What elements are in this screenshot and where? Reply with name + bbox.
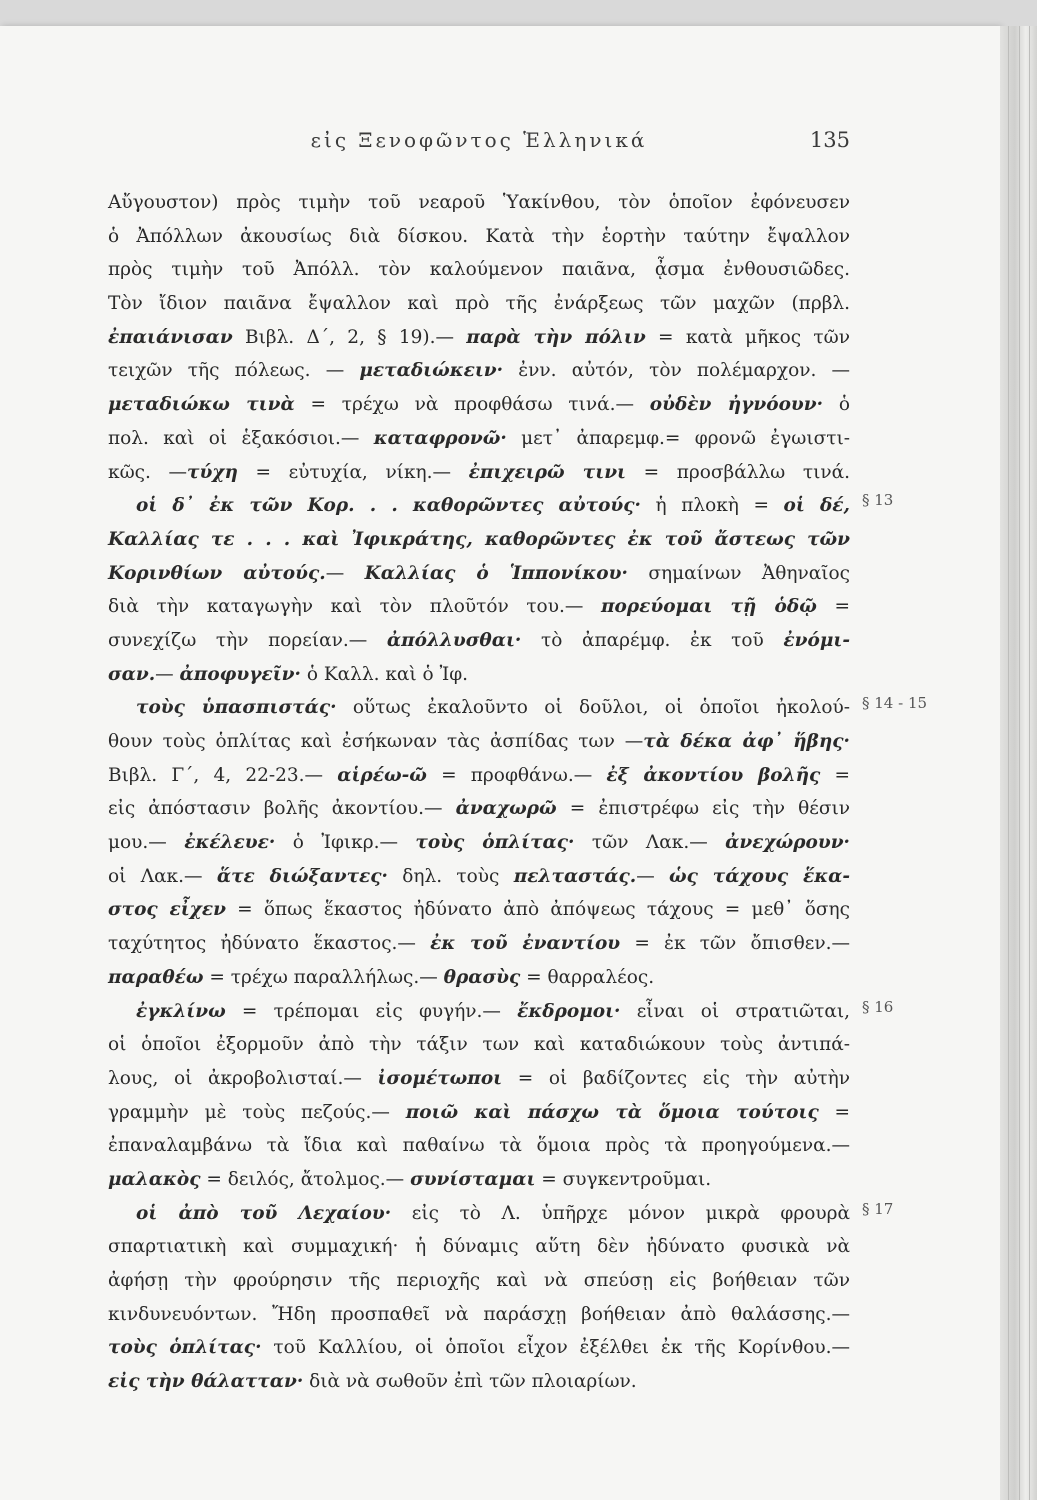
gloss-text: εἰς ἀπόστασιν βολῆς ἀκοντίου.— bbox=[108, 798, 456, 820]
text-line bbox=[108, 1129, 850, 1163]
text-line bbox=[108, 186, 850, 220]
gloss-text: = συγκεντροῦμαι. bbox=[535, 1168, 712, 1190]
lemma: τὰ δέκα ἀφ᾿ ἥβης· bbox=[643, 731, 850, 752]
text-line bbox=[108, 1028, 850, 1062]
text-line bbox=[108, 893, 850, 927]
lemma: συνίσταμαι bbox=[410, 1168, 536, 1190]
text-line bbox=[108, 1264, 850, 1298]
text-line bbox=[108, 1298, 850, 1332]
gloss-text: μου.— bbox=[108, 832, 185, 854]
lemma: ἐνόμι- bbox=[783, 629, 850, 651]
lemma: Καλλίας τε . . . καὶ Ἰφικράτης, καθορῶντες ἐκ τοῦ ἄστεως τῶν bbox=[108, 528, 850, 550]
lemma: ἅτε διώξαντες· bbox=[216, 865, 388, 887]
text-line bbox=[108, 489, 850, 523]
lemma: στος εἶχεν bbox=[108, 899, 226, 921]
lemma: τοὺς ὑπασπιστάς· bbox=[136, 697, 337, 719]
gloss-text: = bbox=[818, 1101, 850, 1123]
lemma: ἔκδρομοι· bbox=[517, 1000, 621, 1022]
text-line bbox=[108, 826, 850, 860]
text-line bbox=[108, 792, 850, 826]
text-line bbox=[108, 253, 850, 287]
lemma: Καλλίας ὁ Ἱππονίκου· bbox=[364, 562, 628, 584]
gloss-text: ἡ πλοκὴ = bbox=[640, 495, 784, 517]
lemma: ἐπιχειρῶ τινι bbox=[468, 461, 626, 483]
gloss-text: — bbox=[325, 562, 365, 584]
gloss-text: = εὐτυχία, νίκη.— bbox=[237, 461, 469, 483]
text-line bbox=[108, 287, 850, 321]
text-line bbox=[108, 759, 850, 793]
gloss-text: = οἱ βαδίζοντες εἰς τὴν αὐτὴν bbox=[502, 1067, 850, 1089]
section-marker-13: § 13 bbox=[862, 491, 894, 509]
gloss-text: συνεχίζω τὴν πορείαν.— bbox=[108, 629, 387, 651]
lemma: παρὰ τὴν πόλιν bbox=[466, 326, 646, 348]
text-line bbox=[108, 590, 850, 624]
lemma: τύχη bbox=[187, 461, 238, 483]
lemma: οἱ ἀπὸ τοῦ Λεχαίου· bbox=[136, 1202, 392, 1224]
running-header bbox=[108, 128, 850, 158]
gloss-text: ἐνν. αὐτόν, τὸν πολέμαρχον. — bbox=[503, 360, 850, 382]
gloss-text: = ἐκ τῶν ὄπισθεν.— bbox=[620, 933, 850, 955]
page-edge-line bbox=[1008, 26, 1009, 1500]
gloss-text: οὕτως ἐκαλοῦντο οἱ δοῦλοι, οἱ ὁποῖοι ἠκολού- bbox=[336, 697, 851, 719]
gloss-text: Αὔγουστον) πρὸς τιμὴν τοῦ νεαροῦ Ὑακίνθου, τὸν ὁποῖον ἐφόνευσεν bbox=[108, 192, 850, 213]
gloss-text: = προσβάλλω τινά. bbox=[626, 461, 850, 483]
lemma: οἱ δέ, bbox=[783, 495, 850, 517]
gloss-text: = bbox=[820, 764, 850, 786]
gloss-text: διὰ τὴν καταγωγὴν καὶ τὸν πλοῦτόν του.— bbox=[108, 596, 601, 618]
gloss-text: μετ᾿ ἀπαρεμφ.= φρονῶ ἐγωιστι- bbox=[506, 427, 850, 449]
lemma: ἐκέλευε· bbox=[184, 832, 276, 854]
text-line bbox=[108, 691, 850, 725]
gloss-text: τῶν Λακ.— bbox=[574, 832, 726, 854]
lemma: οἱ δ᾿ ἐκ τῶν Κορ. . . καθορῶντες αὐτούς· bbox=[136, 495, 641, 517]
gloss-text: ὁ Ἰφικρ.— bbox=[275, 832, 416, 854]
lemma: παραθέω bbox=[108, 966, 204, 988]
gloss-text: θουν τοὺς ὁπλίτας καὶ ἐσήκωναν τὰς ἀσπίδας των — bbox=[108, 731, 644, 752]
gloss-text: γραμμὴν μὲ τοὺς πεζούς.— bbox=[108, 1101, 406, 1123]
section-marker-14-15: § 14 - 15 bbox=[862, 694, 928, 712]
gloss-text: ὁ bbox=[823, 394, 850, 416]
gloss-text: — bbox=[155, 663, 180, 685]
text-line bbox=[108, 961, 850, 995]
lemma: πελταστάς. bbox=[513, 865, 637, 887]
lemma: καταφρονῶ· bbox=[373, 427, 507, 449]
gloss-text: = δειλός, ἄτολμος.— bbox=[200, 1168, 411, 1190]
lemma: θρασὺς bbox=[443, 966, 521, 988]
gloss-text: δηλ. τοὺς bbox=[387, 865, 514, 887]
page-number: 135 bbox=[809, 128, 850, 152]
gloss-text: εἰς τὸ Λ. ὑπῆρχε μόνον μικρὰ φρουρὰ bbox=[391, 1202, 850, 1224]
gloss-text: Βιβλ. Δ΄, 2, § 19).— bbox=[232, 326, 467, 348]
gloss-text: οἱ ὁποῖοι ἐξορμοῦν ἀπὸ τὴν τάξιν των καὶ καταδιώκουν τοὺς ἀντιπά- bbox=[108, 1034, 850, 1056]
lemma: σαν. bbox=[108, 663, 156, 685]
gloss-text: = κατὰ μῆκος τῶν bbox=[645, 326, 850, 348]
text-line bbox=[108, 658, 850, 692]
text-line bbox=[108, 1230, 850, 1264]
lemma: μεταδιώκειν· bbox=[359, 360, 504, 382]
text-line bbox=[108, 422, 850, 456]
gloss-text: πρὸς τιμὴν τοῦ Ἀπόλλ. τὸν καλούμενον παιᾶνα, ᾆσμα ἐνθουσιῶδες. bbox=[108, 259, 850, 281]
commentary-text bbox=[108, 186, 850, 1399]
gloss-text: Τὸν ἴδιον παιᾶνα ἔψαλλον καὶ πρὸ τῆς ἐνάρξεως τῶν μαχῶν (πρβλ. bbox=[108, 293, 850, 315]
lemma: ἐξ ἀκοντίου βολῆς bbox=[606, 764, 821, 786]
lemma: ὡς τάχους ἕκα- bbox=[669, 865, 850, 887]
page-edge-line bbox=[1029, 26, 1030, 1500]
text-line bbox=[108, 1331, 850, 1365]
gloss-text: = προφθάνω.— bbox=[426, 764, 607, 786]
gloss-text: τοῦ Καλλίου, οἱ ὁποῖοι εἶχον ἐξέλθει ἐκ τῆς Κορίνθου.— bbox=[261, 1337, 850, 1359]
gloss-text: σημαίνων Ἀθηναῖος bbox=[627, 562, 850, 584]
text-line bbox=[108, 1062, 850, 1096]
gloss-text: = ὅπως ἕκαστος ἠδύνατο ἀπὸ ἀπόψεως τάχους = μεθ᾿ ὅσης bbox=[225, 899, 850, 921]
section-marker-16: § 16 bbox=[862, 998, 894, 1016]
gloss-text: ἀφήσῃ τὴν φρούρησιν τῆς περιοχῆς καὶ νὰ σπεύσῃ εἰς βοήθειαν τῶν bbox=[108, 1270, 850, 1291]
lemma: μεταδιώκω τινὰ bbox=[108, 394, 295, 416]
gloss-text: Βιβλ. Γ΄, 4, 22-23.— bbox=[108, 764, 338, 786]
gloss-text: = ἐπιστρέφω εἰς τὴν θέσιν bbox=[556, 798, 850, 820]
lemma: μαλακὸς bbox=[108, 1168, 201, 1190]
gloss-text: κινδυνευόντων. Ἤδη προσπαθεῖ νὰ παράσχῃ βοήθειαν ἀπὸ θαλάσσης.— bbox=[108, 1303, 850, 1325]
gloss-text: λους, οἱ ἀκροβολισταί.— bbox=[108, 1067, 378, 1089]
text-line bbox=[108, 1163, 850, 1197]
gloss-text: κῶς. — bbox=[108, 461, 188, 483]
section-marker-17: § 17 bbox=[862, 1200, 894, 1218]
gloss-text: ταχύτητος ἠδύνατο ἕκαστος.— bbox=[108, 933, 431, 955]
gloss-text: διὰ νὰ σωθοῦν ἐπὶ τῶν πλοιαρίων. bbox=[303, 1371, 637, 1393]
page-edge-line bbox=[1019, 26, 1020, 1500]
lemma: Κορινθίων αὐτούς. bbox=[108, 562, 326, 584]
lemma: ἀναχωρῶ bbox=[455, 798, 557, 820]
gloss-text: = τρέχω νὰ προφθάσω τινά.— bbox=[294, 394, 650, 416]
text-line bbox=[108, 995, 850, 1029]
text-line bbox=[108, 725, 850, 759]
lemma: αἱρέω-ῶ bbox=[337, 764, 427, 786]
lemma: ἐκ τοῦ ἐναντίου bbox=[430, 933, 621, 955]
gloss-text: σπαρτιατικὴ καὶ συμμαχική· ἡ δύναμις αὕτη δὲν ἠδύνατο φυσικὰ νὰ bbox=[108, 1236, 850, 1258]
lemma: εἰς τὴν θάλατταν· bbox=[108, 1371, 304, 1393]
gloss-text: ὁ Ἀπόλλων ἀκουσίως διὰ δίσκου. Κατὰ τὴν ἑορτὴν ταύτην ἔψαλλον bbox=[108, 225, 850, 247]
lemma: ἀπόλλυσθαι· bbox=[386, 629, 522, 651]
lemma: ἐπαιάνισαν bbox=[108, 326, 233, 348]
lemma: ἀποφυγεῖν· bbox=[179, 663, 301, 685]
text-line bbox=[108, 354, 850, 388]
text-line bbox=[108, 388, 850, 422]
gloss-text: πολ. καὶ οἱ ἑξακόσιοι.— bbox=[108, 427, 374, 449]
text-line bbox=[108, 1365, 850, 1399]
text-line bbox=[108, 557, 850, 591]
text-line bbox=[108, 927, 850, 961]
gloss-text: ἐπαναλαμβάνω τὰ ἴδια καὶ παθαίνω τὰ ὅμοια πρὸς τὰ προηγούμενα.— bbox=[108, 1135, 850, 1157]
lemma: ποιῶ καὶ πάσχω τὰ ὅμοια τούτοις bbox=[405, 1101, 819, 1123]
text-line bbox=[108, 456, 850, 490]
gloss-text: τὸ ἀπαρέμφ. ἐκ τοῦ bbox=[521, 629, 784, 651]
gloss-text: = θαρραλέος. bbox=[520, 966, 655, 988]
running-title: εἰς Ξενοφῶντος Ἑλληνικά bbox=[310, 128, 648, 152]
text-line bbox=[108, 1096, 850, 1130]
gloss-text: — bbox=[636, 865, 670, 887]
gloss-text: οἱ Λακ.— bbox=[108, 865, 217, 887]
lemma: τοὺς ὁπλίτας· bbox=[415, 832, 575, 854]
text-line bbox=[108, 860, 850, 894]
text-line bbox=[108, 523, 850, 557]
lemma: οὐδὲν ἠγνόουν· bbox=[649, 394, 824, 416]
lemma: ἰσομέτωποι bbox=[377, 1067, 503, 1089]
gloss-text: = bbox=[816, 596, 850, 618]
gloss-text: τειχῶν τῆς πόλεως. — bbox=[108, 360, 360, 382]
lemma: ἀνεχώρουν· bbox=[725, 832, 850, 854]
gloss-text: εἶναι οἱ στρατιῶται, bbox=[620, 1000, 850, 1022]
lemma: πορεύομαι τῇ ὁδῷ bbox=[600, 596, 817, 618]
gloss-text: = τρέπομαι εἰς φυγήν.— bbox=[225, 1000, 518, 1022]
lemma: τοὺς ὁπλίτας· bbox=[108, 1337, 262, 1359]
gloss-text: ὁ Καλλ. καὶ ὁ Ἰφ. bbox=[300, 663, 469, 685]
text-line bbox=[108, 321, 850, 355]
lemma: ἐγκλίνω bbox=[136, 1000, 226, 1022]
text-line bbox=[108, 1197, 850, 1231]
gloss-text: = τρέχω παραλλήλως.— bbox=[203, 966, 444, 988]
text-line bbox=[108, 220, 850, 254]
text-line bbox=[108, 624, 850, 658]
